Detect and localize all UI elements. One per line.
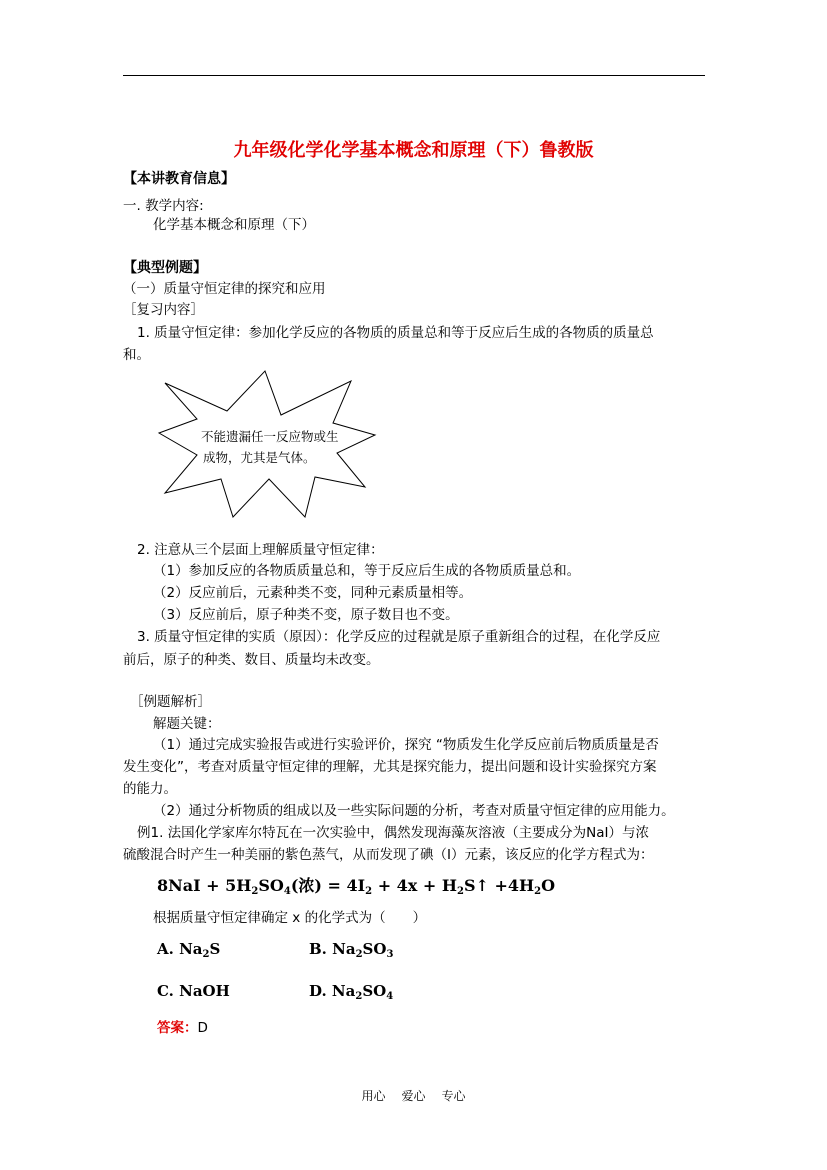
example1-line1: 例1. 法国化学家库尔特瓦在一次实验中，偶然发现海藻灰溶液（主要成分为NaI）与浓	[137, 825, 650, 841]
teaching-content: 化学基本概念和原理（下）	[153, 217, 315, 233]
review-item2-3: （3）反应前后，原子种类不变，原子数目也不变。	[153, 607, 459, 623]
page-title: 九年级化学化学基本概念和原理（下）鲁教版	[233, 140, 594, 161]
answer	[157, 1016, 208, 1036]
option-b: B. $Na_2SO_3$	[309, 940, 394, 960]
chemical-equation: $8NaI + 5H_2SO_4$(浓) = $4I_2 + 4x$ + $H_2S↑ +4H_2O$	[157, 876, 556, 897]
review-label: ［复习内容］	[123, 302, 204, 318]
answer-label: 答案：	[157, 1020, 198, 1036]
header-rule	[123, 75, 705, 76]
callout-line1: 不能遗漏任一反应物或生	[201, 429, 339, 444]
analysis-p1-line3: 的能力。	[123, 781, 177, 797]
option-c: C. NaOH	[157, 982, 230, 1000]
analysis-p2: （2）通过分析物质的组成以及一些实际问题的分析，考查对质量守恒定律的应用能力。	[153, 803, 675, 819]
starburst-callout	[155, 365, 385, 525]
footer-item: 专心	[441, 1089, 466, 1103]
option-a: A. $Na_2S$	[157, 940, 221, 960]
teaching-content-label: 一. 教学内容:	[123, 198, 204, 214]
page-footer	[0, 1087, 827, 1104]
example1-line2: 硫酸混合时产生一种美丽的紫色蒸气，从而发现了碘（I）元素，该反应的化学方程式为：	[123, 847, 654, 863]
callout-line2: 成物，尤其是气体。	[203, 450, 316, 465]
review-item2: 2. 注意从三个层面上理解质量守恒定律：	[137, 542, 384, 558]
option-d: D. $Na_2SO_4$	[309, 982, 394, 1002]
part1-title: （一）质量守恒定律的探究和应用	[123, 281, 326, 297]
footer-item: 爱心	[401, 1089, 426, 1103]
analysis-key-label: 解题关键：	[153, 716, 221, 732]
analysis-label: ［例题解析］	[130, 694, 211, 710]
examples-heading: 【典型例题】	[123, 260, 207, 276]
review-item1-line1: 1. 质量守恒定律：参加化学反应的各物质的质量总和等于反应后生成的各物质的质量总	[137, 325, 654, 341]
review-item2-1: （1）参加反应的各物质质量总和，等于反应后生成的各物质质量总和。	[153, 563, 581, 579]
question: 根据质量守恒定律确定 x 的化学式为（ ）	[153, 910, 427, 926]
info-heading: 【本讲教育信息】	[123, 171, 235, 187]
answer-value: D	[197, 1020, 208, 1036]
analysis-p1-line1: （1）通过完成实验报告或进行实验评价，探究 “物质发生化学反应前后物质质量是否	[153, 737, 659, 753]
analysis-p1-line2: 发生变化”，考查对质量守恒定律的理解，尤其是探究能力，提出问题和设计实验探究方案	[123, 759, 657, 775]
footer-item: 用心	[361, 1089, 386, 1103]
review-item1-line2: 和。	[123, 347, 150, 363]
review-item2-2: （2）反应前后，元素种类不变，同种元素质量相等。	[153, 585, 473, 601]
review-item3-line2: 前后，原子的种类、数目、质量均未改变。	[123, 652, 380, 668]
review-item3-line1: 3. 质量守恒定律的实质（原因）：化学反应的过程就是原子重新组合的过程，在化学反应	[137, 629, 661, 645]
